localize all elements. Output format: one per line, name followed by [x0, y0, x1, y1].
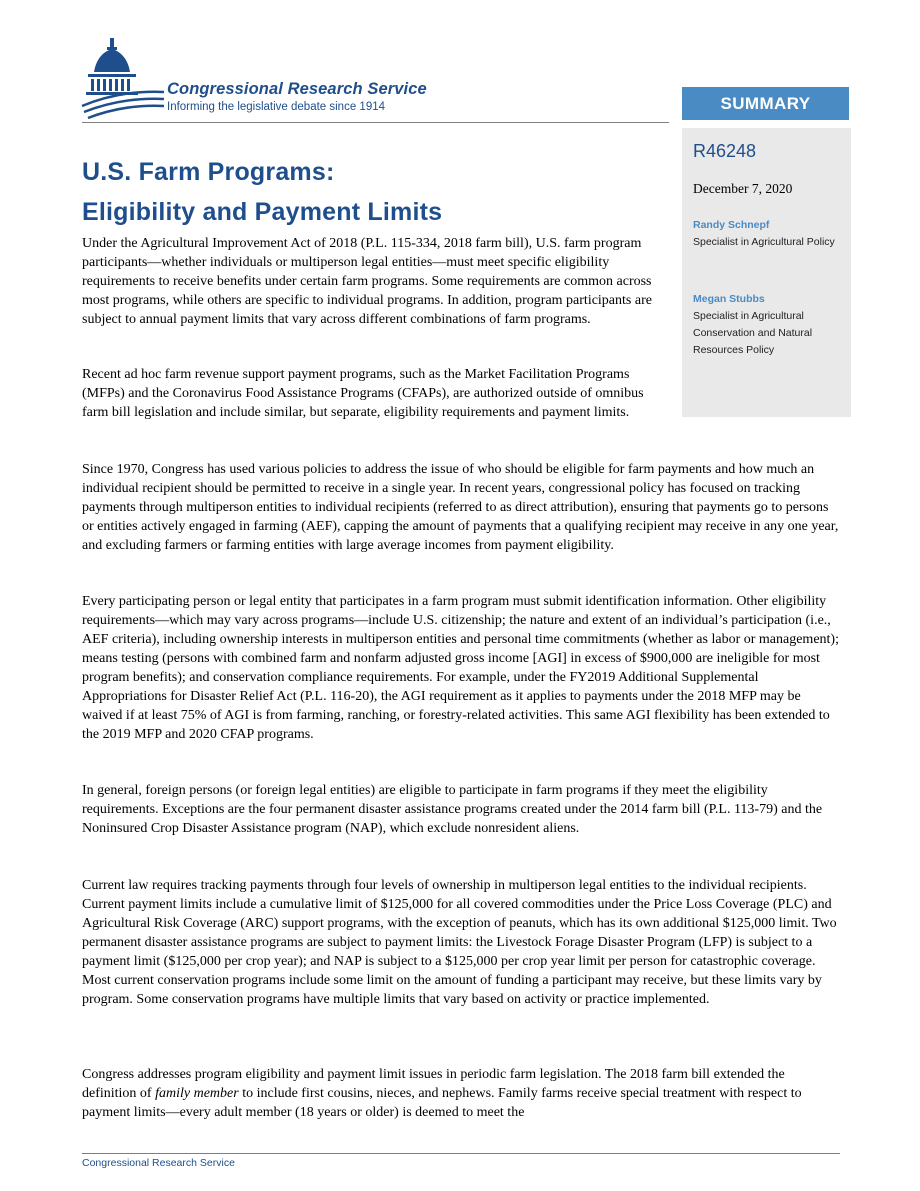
paragraph-text: Congress addresses program eligibility and payment limit issues in periodic farm legislation. The 2018 farm bill extended the definition of — [82, 1067, 785, 1101]
author-title: Specialist in Agricultural Policy — [693, 236, 835, 248]
header-divider — [82, 122, 669, 123]
summary-paragraph: Under the Agricultural Improvement Act of 2018 (P.L. 115-334, 2018 farm bill), U.S. farm program participants—whether individuals or multiperson legal entities—must meet specific eligibility requirements to receive benefits under certain farm programs. Some requirements are common across most programs, while others are specific to individual programs. In addition, program participants are subject to annual payment limits that vary across different combinations of farm programs. — [82, 236, 652, 327]
summary-paragraph — [82, 1065, 842, 1122]
crs-logo — [80, 34, 480, 120]
report-title-line-1: U.S. Farm Programs: — [82, 158, 335, 186]
report-date: December 7, 2020 — [693, 181, 793, 196]
summary-sidebar — [682, 128, 851, 417]
summary-paragraph: Since 1970, Congress has used various policies to address the issue of who should be eligible for farm payments and how much an individual recipient should be permitted to receive in a single year. In recent years, congressional policy has focused on tracking payments through multiperson entities to individual recipients (referred to as direct attribution), ensuring that payments go to persons or entities actively engaged in farming (AEF), capping the amount of payments that a qualifying recipient may receive in any one year, and excluding farmers or farming entities with large average incomes from payment eligibility. — [82, 462, 839, 553]
paragraph-text: to include first cousins, nieces, and nephews. Family farms receive special treatment with respect to payment limits—every adult member (18 years or older) is deemed to meet the — [82, 1086, 802, 1120]
summary-paragraph: Current law requires tracking payments through four levels of ownership in multiperson legal entities to the individual recipients. Current payment limits include a cumulative limit of $125,000 for all covered commodities under the Price Loss Coverage (PLC) and Agricultural Risk Coverage (ARC) support programs, with the exception of peanuts, which has its own additional $125,000 limit. Two permanent disaster assistance programs are subject to payment limits: the Livestock Forage Disaster Program (LFP) is subject to a payment limit ($125,000 per crop year); and NAP is subject to a $125,000 per crop year limit per person for catastrophic coverage. Most current conservation programs include some limit on the amount of funding a participant may receive, but these limits vary by program. Some conservation programs have multiple limits that vary based on activity or practice implemented. — [82, 878, 837, 1007]
author-title: Specialist in Agricultural Conservation and Natural Resources Policy — [693, 310, 813, 356]
summary-paragraph: Every participating person or legal entity that participates in a farm program must submit identification information. Other eligibility requirements—which may vary across programs—include U.S. citizenship; the nature and extent of an individual’s participation (i.e., AEF criteria), including ownership interests in multiperson entities and personal time commitments (whether as labor or management); means testing (persons with combined farm and nonfarm adjusted gross income [AGI] in excess of $900,000 are ineligible for most program benefits); and conservation compliance requirements. For example, under the FY2019 Additional Supplemental Appropriations for Disaster Relief Act (P.L. 116-20), the AGI requirement as it applies to payments under the 2018 MFP may be waived if at least 75% of AGI is from farming, ranching, or forestry-related activities. This same AGI flexibility has been extended to the 2019 MFP and 2020 CFAP programs. — [82, 594, 839, 742]
author-name: Megan Stubbs — [693, 293, 765, 305]
footer-divider — [82, 1153, 840, 1154]
footer-org-name: Congressional Research Service — [82, 1157, 235, 1169]
report-title — [82, 152, 442, 232]
summary-paragraph: Recent ad hoc farm revenue support payment programs, such as the Market Facilitation Programs (MFPs) and the Coronavirus Food Assistance Programs (CFAPs), are authorized outside of omnibus farm bill legislation and include similar, but separate, eligibility requirements and payment limits. — [82, 367, 644, 420]
summary-paragraph: In general, foreign persons (or foreign legal entities) are eligible to participate in farm programs if they meet the eligibility requirements. Exceptions are the four permanent disaster assistance programs created under the 2014 farm bill (P.L. 113-79) and the Noninsured Crop Disaster Assistance program (NAP), which exclude nonresident aliens. — [82, 783, 823, 836]
org-name: Congressional Research Service — [167, 80, 427, 98]
capitol-dome-icon — [80, 34, 166, 120]
report-title-line-2: Eligibility and Payment Limits — [82, 198, 443, 226]
author-name: Randy Schnepf — [693, 219, 770, 231]
emphasis-term: family member — [155, 1086, 239, 1101]
summary-tab: SUMMARY — [682, 87, 849, 120]
org-tagline: Informing the legislative debate since 1914 — [167, 101, 386, 113]
report-number: R46248 — [693, 141, 757, 161]
